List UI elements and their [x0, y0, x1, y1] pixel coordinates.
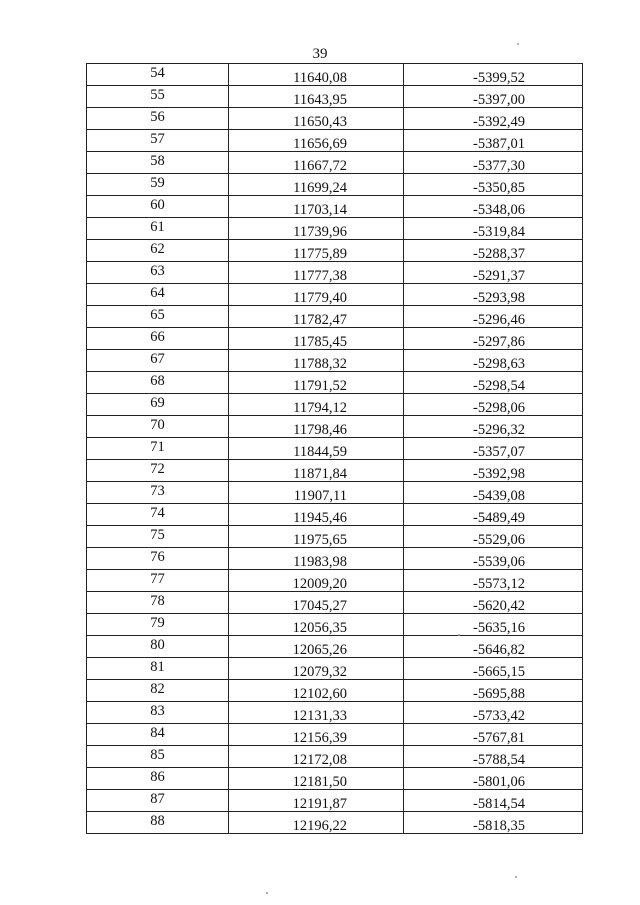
- point-number-cell: 60: [87, 196, 229, 218]
- x-coordinate-cell: 11640,08: [229, 64, 404, 86]
- table-row: [87, 262, 583, 284]
- x-coordinate-cell: 12156,39: [229, 724, 404, 746]
- y-coordinate-cell: -5296,46: [404, 306, 583, 328]
- x-coordinate-cell: 12181,50: [229, 768, 404, 790]
- y-coordinate-cell: -5439,08: [404, 482, 583, 504]
- scan-speck: [458, 634, 460, 636]
- point-number-cell: 72: [87, 460, 229, 482]
- x-coordinate-cell: 12191,87: [229, 790, 404, 812]
- x-coordinate-cell: 11779,40: [229, 284, 404, 306]
- point-number-cell: 74: [87, 504, 229, 526]
- table-row: [87, 416, 583, 438]
- point-number-cell: 83: [87, 702, 229, 724]
- y-coordinate-cell: -5397,00: [404, 86, 583, 108]
- coordinates-table: [86, 63, 583, 834]
- x-coordinate-cell: 17045,27: [229, 592, 404, 614]
- x-coordinate-cell: 11785,45: [229, 328, 404, 350]
- point-number-cell: 87: [87, 790, 229, 812]
- x-coordinate-cell: 12131,33: [229, 702, 404, 724]
- point-number-cell: 67: [87, 350, 229, 372]
- table-row: [87, 746, 583, 768]
- table-row: [87, 240, 583, 262]
- x-coordinate-cell: 12056,35: [229, 614, 404, 636]
- point-number-cell: 68: [87, 372, 229, 394]
- table-row: [87, 636, 583, 658]
- x-coordinate-cell: 11907,11: [229, 482, 404, 504]
- y-coordinate-cell: -5319,84: [404, 218, 583, 240]
- table-row: [87, 152, 583, 174]
- point-number-cell: 71: [87, 438, 229, 460]
- x-coordinate-cell: 12196,22: [229, 812, 404, 834]
- x-coordinate-cell: 11945,46: [229, 504, 404, 526]
- point-number-cell: 85: [87, 746, 229, 768]
- y-coordinate-cell: -5620,42: [404, 592, 583, 614]
- y-coordinate-cell: -5801,06: [404, 768, 583, 790]
- y-coordinate-cell: -5635,16: [404, 614, 583, 636]
- point-number-cell: 66: [87, 328, 229, 350]
- table-row: [87, 130, 583, 152]
- y-coordinate-cell: -5814,54: [404, 790, 583, 812]
- point-number-cell: 55: [87, 86, 229, 108]
- y-coordinate-cell: -5387,01: [404, 130, 583, 152]
- x-coordinate-cell: 12065,26: [229, 636, 404, 658]
- y-coordinate-cell: -5348,06: [404, 196, 583, 218]
- y-coordinate-cell: -5392,98: [404, 460, 583, 482]
- point-number-cell: 70: [87, 416, 229, 438]
- table-row: [87, 218, 583, 240]
- y-coordinate-cell: -5377,30: [404, 152, 583, 174]
- point-number-cell: 88: [87, 812, 229, 834]
- x-coordinate-cell: 11788,32: [229, 350, 404, 372]
- point-number-cell: 82: [87, 680, 229, 702]
- y-coordinate-cell: -5767,81: [404, 724, 583, 746]
- x-coordinate-cell: 11794,12: [229, 394, 404, 416]
- table-row: [87, 570, 583, 592]
- table-row: [87, 394, 583, 416]
- table-row: [87, 702, 583, 724]
- x-coordinate-cell: 11667,72: [229, 152, 404, 174]
- y-coordinate-cell: -5350,85: [404, 174, 583, 196]
- x-coordinate-cell: 11844,59: [229, 438, 404, 460]
- table-row: [87, 372, 583, 394]
- page-number: 39: [312, 46, 328, 62]
- x-coordinate-cell: 11791,52: [229, 372, 404, 394]
- y-coordinate-cell: -5529,06: [404, 526, 583, 548]
- table-row: [87, 812, 583, 834]
- x-coordinate-cell: 11975,65: [229, 526, 404, 548]
- x-coordinate-cell: 11798,46: [229, 416, 404, 438]
- y-coordinate-cell: -5646,82: [404, 636, 583, 658]
- point-number-cell: 80: [87, 636, 229, 658]
- x-coordinate-cell: 11775,89: [229, 240, 404, 262]
- scan-speck: [515, 876, 517, 878]
- table-row: [87, 64, 583, 86]
- point-number-cell: 65: [87, 306, 229, 328]
- y-coordinate-cell: -5733,42: [404, 702, 583, 724]
- scan-speck: [266, 892, 268, 894]
- point-number-cell: 76: [87, 548, 229, 570]
- x-coordinate-cell: 12172,08: [229, 746, 404, 768]
- table-row: [87, 658, 583, 680]
- table-row: [87, 482, 583, 504]
- table-row: [87, 438, 583, 460]
- table-row: [87, 328, 583, 350]
- point-number-cell: 59: [87, 174, 229, 196]
- table-row: [87, 350, 583, 372]
- y-coordinate-cell: -5298,06: [404, 394, 583, 416]
- table-row: [87, 768, 583, 790]
- point-number-cell: 58: [87, 152, 229, 174]
- y-coordinate-cell: -5818,35: [404, 812, 583, 834]
- point-number-cell: 64: [87, 284, 229, 306]
- table-row: [87, 526, 583, 548]
- point-number-cell: 54: [87, 64, 229, 86]
- x-coordinate-cell: 12009,20: [229, 570, 404, 592]
- point-number-cell: 81: [87, 658, 229, 680]
- y-coordinate-cell: -5288,37: [404, 240, 583, 262]
- table-row: [87, 592, 583, 614]
- y-coordinate-cell: -5695,88: [404, 680, 583, 702]
- table-row: [87, 86, 583, 108]
- table-row: [87, 174, 583, 196]
- x-coordinate-cell: 11739,96: [229, 218, 404, 240]
- point-number-cell: 73: [87, 482, 229, 504]
- x-coordinate-cell: 11650,43: [229, 108, 404, 130]
- point-number-cell: 79: [87, 614, 229, 636]
- table-row: [87, 548, 583, 570]
- point-number-cell: 69: [87, 394, 229, 416]
- y-coordinate-cell: -5296,32: [404, 416, 583, 438]
- point-number-cell: 56: [87, 108, 229, 130]
- point-number-cell: 86: [87, 768, 229, 790]
- point-number-cell: 77: [87, 570, 229, 592]
- table-row: [87, 504, 583, 526]
- y-coordinate-cell: -5665,15: [404, 658, 583, 680]
- x-coordinate-cell: 11777,38: [229, 262, 404, 284]
- x-coordinate-cell: 11643,95: [229, 86, 404, 108]
- x-coordinate-cell: 11871,84: [229, 460, 404, 482]
- point-number-cell: 61: [87, 218, 229, 240]
- y-coordinate-cell: -5489,49: [404, 504, 583, 526]
- table-row: [87, 680, 583, 702]
- x-coordinate-cell: 11656,69: [229, 130, 404, 152]
- point-number-cell: 62: [87, 240, 229, 262]
- x-coordinate-cell: 11782,47: [229, 306, 404, 328]
- y-coordinate-cell: -5298,54: [404, 372, 583, 394]
- x-coordinate-cell: 11983,98: [229, 548, 404, 570]
- x-coordinate-cell: 12102,60: [229, 680, 404, 702]
- table-row: [87, 614, 583, 636]
- coordinates-table-body: [87, 64, 583, 834]
- point-number-cell: 75: [87, 526, 229, 548]
- point-number-cell: 57: [87, 130, 229, 152]
- x-coordinate-cell: 12079,32: [229, 658, 404, 680]
- x-coordinate-cell: 11699,24: [229, 174, 404, 196]
- table-row: [87, 724, 583, 746]
- y-coordinate-cell: -5357,07: [404, 438, 583, 460]
- scan-speck: [517, 43, 519, 45]
- y-coordinate-cell: -5392,49: [404, 108, 583, 130]
- y-coordinate-cell: -5291,37: [404, 262, 583, 284]
- y-coordinate-cell: -5399,52: [404, 64, 583, 86]
- y-coordinate-cell: -5293,98: [404, 284, 583, 306]
- y-coordinate-cell: -5298,63: [404, 350, 583, 372]
- y-coordinate-cell: -5788,54: [404, 746, 583, 768]
- table-row: [87, 306, 583, 328]
- table-row: [87, 460, 583, 482]
- x-coordinate-cell: 11703,14: [229, 196, 404, 218]
- y-coordinate-cell: -5297,86: [404, 328, 583, 350]
- point-number-cell: 63: [87, 262, 229, 284]
- table-row: [87, 108, 583, 130]
- y-coordinate-cell: -5539,06: [404, 548, 583, 570]
- point-number-cell: 84: [87, 724, 229, 746]
- table-row: [87, 284, 583, 306]
- table-row: [87, 196, 583, 218]
- y-coordinate-cell: -5573,12: [404, 570, 583, 592]
- table-row: [87, 790, 583, 812]
- point-number-cell: 78: [87, 592, 229, 614]
